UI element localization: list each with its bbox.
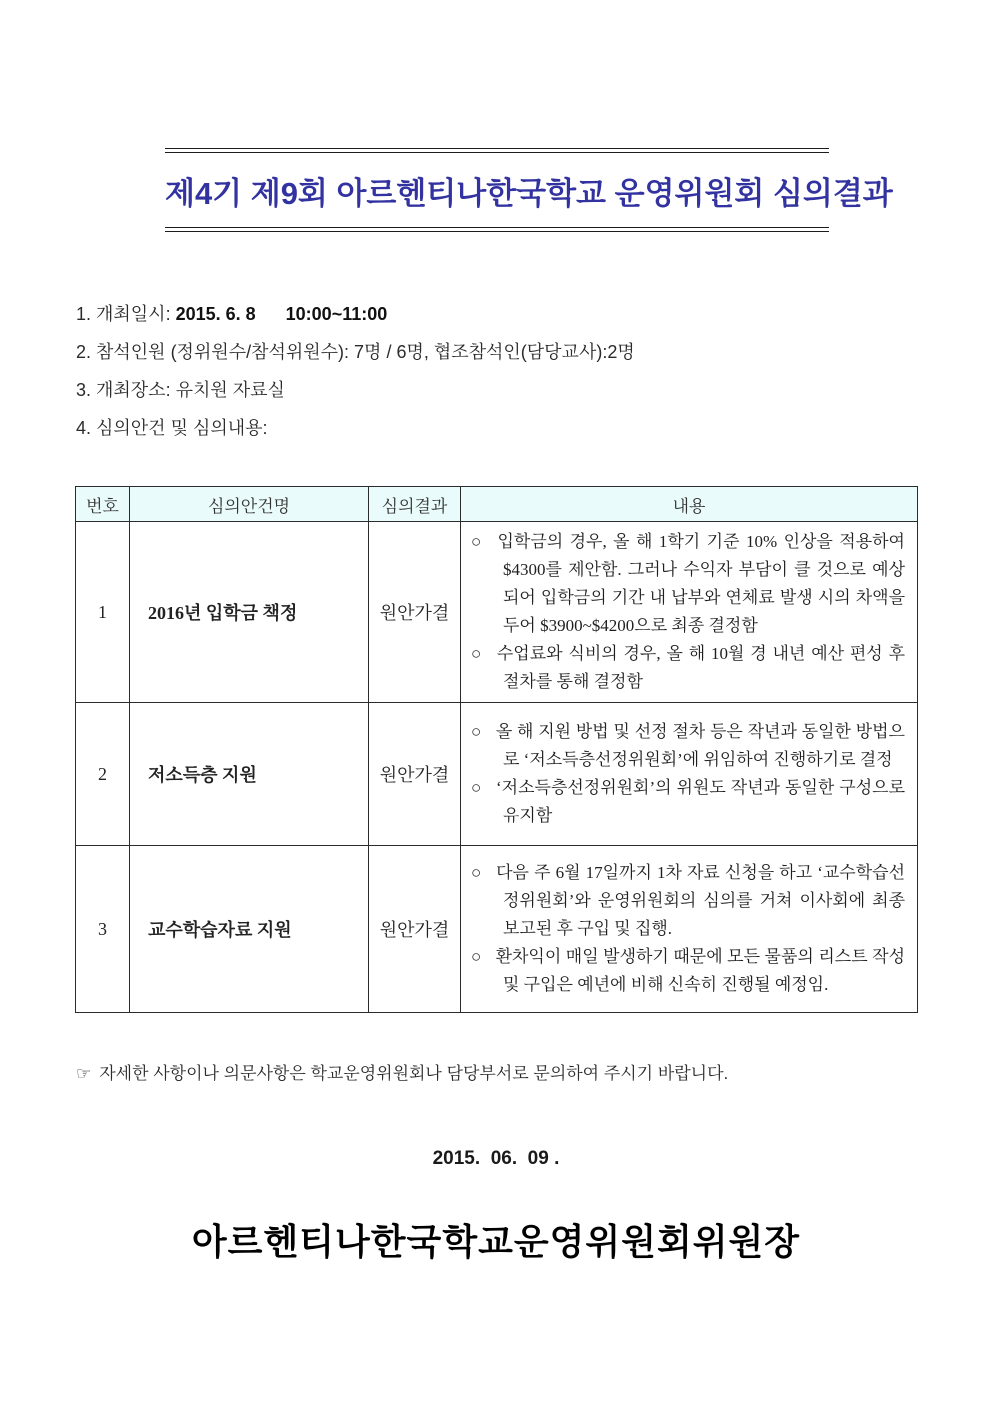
meeting-info-attendees	[76, 340, 992, 364]
agenda-number-cell: 1	[76, 522, 130, 703]
agenda-content-bullet-item	[471, 774, 905, 830]
document-date: 2015. 06. 09 .	[432, 1148, 560, 1169]
agenda-content-bullet-item	[471, 640, 905, 696]
agenda-content-text: 올 해 지원 방법 및 선정 절차 등은 작년과 동일한 방법으로 ‘저소득층선정위원회’에 위임하여 진행하기로 결정	[495, 722, 905, 769]
agenda-number-cell: 2	[76, 703, 130, 846]
agenda-table-row	[76, 846, 918, 1013]
agenda-table-row	[76, 703, 918, 846]
pointing-hand-icon: ☞	[76, 1064, 92, 1083]
table-header-row	[76, 487, 918, 522]
agenda-table-row	[76, 522, 918, 703]
agenda-name-cell: 교수학습자료 지원	[130, 846, 369, 1013]
col-header-agenda-name: 심의안건명	[130, 487, 369, 522]
meeting-info-agenda-heading	[76, 416, 992, 440]
meeting-info-place	[76, 378, 992, 402]
circle-bullet-icon: ○	[471, 722, 482, 741]
agenda-result-cell: 원안가결	[369, 703, 461, 846]
circle-bullet-icon: ○	[471, 863, 483, 882]
col-header-content: 내용	[461, 487, 918, 522]
agenda-content-text: 입학금의 경우, 올 해 1학기 기준 10% 인상을 적용하여 $4300를 제안함. 그러나 수익자 부담이 클 것으로 예상되어 입학금의 기간 내 납부와 연체료 발생 시의 차액을 두어 $3900~$4200으로 최종 결정함	[497, 532, 905, 635]
footnote-text: 자세한 사항이나 의문사항은 학교운영위원회나 담당부서로 문의하여 주시기 바랍니다.	[99, 1064, 729, 1083]
agenda-content-bullet-item	[471, 528, 905, 640]
agenda-name-cell: 저소득층 지원	[130, 703, 369, 846]
document-title: 제4기 제9회 아르헨티나한국학교 운영위원회 심의결과	[165, 176, 893, 211]
circle-bullet-icon: ○	[471, 778, 483, 797]
footnote	[76, 1059, 992, 1084]
agenda-content-cell	[461, 703, 918, 846]
agenda-name-cell: 2016년 입학금 책정	[130, 522, 369, 703]
meeting-info-attendees-label: 2. 참석인원 (정위원수/참석위원수): 7명 / 6명, 협조참석인(담당교사):2명	[76, 342, 635, 362]
circle-bullet-icon: ○	[471, 532, 484, 551]
agenda-content-text: 수업료와 식비의 경우, 올 해 10월 경 내년 예산 편성 후 절차를 통해 결정함	[496, 644, 905, 691]
agenda-content-cell	[461, 846, 918, 1013]
agenda-content-bullet-item	[471, 859, 905, 943]
document-title-rule-box	[165, 152, 893, 228]
meeting-info-date-value: 2015. 6. 8 10:00~11:00	[175, 304, 388, 324]
agenda-content-bullet-item	[471, 943, 905, 999]
agenda-content-text: 환차익이 매일 발생하기 때문에 모든 물품의 리스트 작성 및 구입은 예년에 비해 신속히 진행될 예정임.	[495, 947, 905, 994]
col-header-number: 번호	[76, 487, 130, 522]
agenda-result-cell: 원안가결	[369, 522, 461, 703]
meeting-info-place-label: 3. 개최장소: 유치원 자료실	[76, 380, 285, 400]
signature-title: 아르헨티나한국학교운영위원회위원장	[191, 1221, 801, 1262]
col-header-result: 심의결과	[369, 487, 461, 522]
agenda-content-text: 다음 주 6월 17일까지 1차 자료 신청을 하고 ‘교수학습선정위원회’와 운영위원회의 심의를 거쳐 이사회에 최종 보고된 후 구입 및 집행.	[496, 863, 905, 938]
document-title-block	[165, 148, 893, 232]
agenda-table	[75, 486, 918, 1013]
agenda-content-cell	[461, 522, 918, 703]
circle-bullet-icon: ○	[471, 947, 482, 966]
meeting-info-agenda-label: 4. 심의안건 및 심의내용:	[76, 418, 268, 438]
agenda-result-cell: 원안가결	[369, 846, 461, 1013]
meeting-info-list	[76, 302, 992, 440]
agenda-number-cell: 3	[76, 846, 130, 1013]
meeting-info-date-label: 1. 개최일시:	[76, 304, 176, 324]
meeting-info-date	[76, 302, 992, 326]
agenda-content-bullet-item	[471, 718, 905, 774]
agenda-content-text: ‘저소득층선정위원회’의 위원도 작년과 동일한 구성으로 유지함	[496, 778, 905, 825]
circle-bullet-icon: ○	[471, 644, 483, 663]
